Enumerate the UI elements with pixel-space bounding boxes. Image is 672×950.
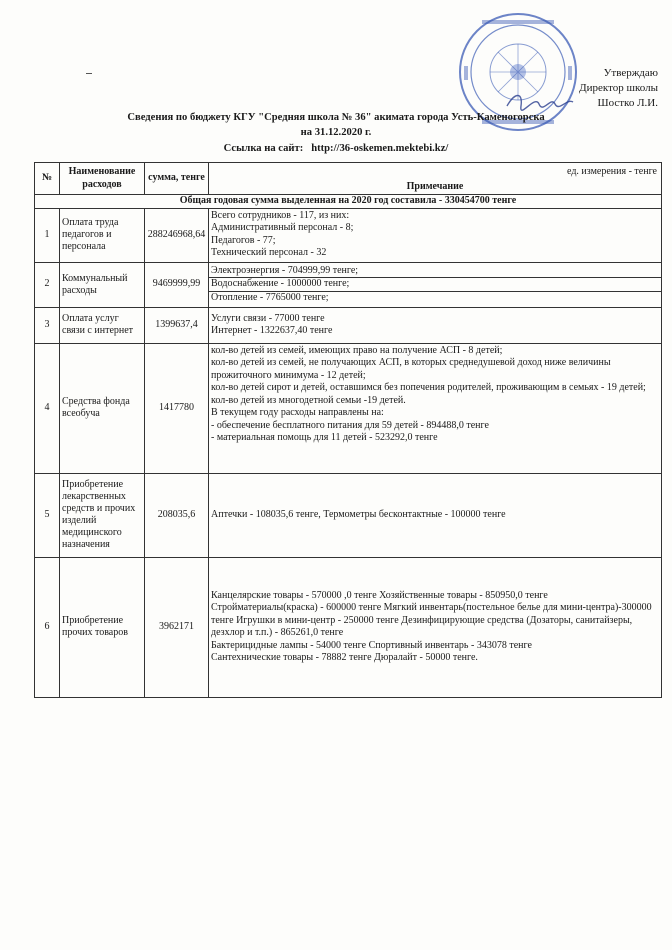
site-url[interactable]: http://36-oskemen.mektebi.kz/	[311, 143, 449, 154]
col-header-name: Наименование расходов	[60, 163, 145, 195]
note-line: - материальная помощь для 11 детей - 523292,0 тенге	[211, 432, 438, 443]
row-num: 2	[35, 262, 60, 307]
row-sum: 208035,6	[145, 473, 209, 557]
row-note	[209, 208, 662, 262]
col-header-sum: сумма, тенге	[145, 163, 209, 195]
signature-icon	[505, 88, 575, 114]
site-label: Ссылка на сайт:	[223, 143, 304, 154]
note-line: Отопление - 7765000 тенге;	[211, 291, 329, 303]
table-row	[35, 557, 662, 697]
row-sum: 3962171	[145, 557, 209, 697]
note-line: Интернет - 1322637,40 тенге	[211, 325, 333, 336]
table-row	[35, 307, 662, 343]
row-sum: 1417780	[145, 343, 209, 473]
row-note	[209, 557, 662, 697]
note-line: В текущем году расходы направлены на:	[211, 407, 384, 418]
row-num: 5	[35, 473, 60, 557]
row-name: Коммунальный расходы	[60, 262, 145, 307]
row-note	[209, 473, 662, 557]
note-line: Услуги связи - 77000 тенге	[211, 312, 325, 324]
note-line: Канцелярские товары - 570000 ,0 тенге Хозяйственные товары - 850950,0 тенге	[211, 589, 548, 601]
approve-line-1: Утверждаю	[603, 67, 658, 79]
table-header-row	[35, 163, 662, 195]
table-row	[35, 262, 662, 307]
total-text: Общая годовая сумма выделенная на 2020 год составила - 330454700 тенге	[35, 195, 662, 209]
row-name: Приобретение лекарственных средств и прочих изделий медицинского назначения	[60, 473, 145, 557]
note-line: Педагогов - 77;	[211, 234, 276, 246]
row-num: 1	[35, 208, 60, 262]
note-line: Аптечки - 108035,6 тенге, Термометры бесконтактные - 100000 тенге	[211, 508, 506, 520]
col-header-num: №	[35, 163, 60, 195]
note-line: Бактерицидные лампы - 54000 тенге Спортивный инвентарь - 343078 тенге	[211, 639, 532, 651]
row-sum: 1399637,4	[145, 307, 209, 343]
note-line: кол-во детей из семей, не получающих АСП, в которых среднедушевой доход ниже величины прожиточного минимума - 12 детей;	[211, 357, 611, 381]
row-note	[209, 307, 662, 343]
official-seal-icon	[438, 6, 588, 146]
budget-table	[34, 162, 662, 698]
approval-block	[579, 66, 658, 111]
note-line: Административный персонал - 8;	[211, 222, 354, 233]
row-num: 4	[35, 343, 60, 473]
note-line: Всего сотрудников - 117, из них:	[211, 209, 350, 221]
row-note	[209, 343, 662, 473]
approve-line-3: Шостко Л.И.	[597, 97, 658, 109]
note-line: Технический персонал - 32	[211, 247, 327, 258]
note-line: Сантехнические товары - 78882 тенге Дюралайт - 50000 тенге.	[211, 652, 478, 663]
row-name: Оплата услуг связи с интернет	[60, 307, 145, 343]
note-line: Водоснабжение - 1000000 тенге;	[209, 278, 661, 292]
table-row	[35, 473, 662, 557]
row-sum: 288246968,64	[145, 208, 209, 262]
col-header-note: Примечание	[209, 163, 662, 195]
note-line: - обеспечение бесплатного питания для 59 детей - 894488,0 тенге	[211, 419, 489, 431]
mark-line	[86, 73, 92, 74]
row-name: Приобретение прочих товаров	[60, 557, 145, 697]
table-row	[35, 343, 662, 473]
row-name: Средства фонда всеобуча	[60, 343, 145, 473]
total-row	[35, 195, 662, 209]
site-link-line	[40, 143, 632, 154]
note-line: кол-во детей сирот и детей, оставшимся без попечения родителей, проживающим в семьях - 19 детей;	[211, 382, 646, 393]
note-line: Электроэнергия - 704999,99 тенге;	[209, 265, 661, 279]
row-name: Оплата труда педагогов и персонала	[60, 208, 145, 262]
note-line: Стройматериалы(краска) - 600000 тенге Мягкий инвентарь(постельное белье для мини-центра)-300000 тенге Игрушки в мини-центр - 250000 тенге Дезинфицирующие средства (Дозаторы, санитайзеры, дезхлор и т.п.) - 865261,0 тенге	[211, 602, 652, 638]
row-sum: 9469999,99	[145, 262, 209, 307]
note-line: кол-во детей из семей, имеющих право на получение АСП - 8 детей;	[211, 344, 503, 356]
row-num: 3	[35, 307, 60, 343]
note-line: кол-во детей из многодетной семьи -19 детей.	[211, 394, 406, 406]
document-title: Сведения по бюджету КГУ "Средняя школа № 36" акимата города Усть-Каменогорска	[127, 112, 545, 123]
table-row	[35, 208, 662, 262]
document-date: на 31.12.2020 г.	[300, 127, 372, 138]
approve-line-2: Директор школы	[579, 82, 658, 94]
row-num: 6	[35, 557, 60, 697]
units-note: ед. измерения - тенге	[567, 166, 657, 177]
row-note	[209, 262, 662, 307]
